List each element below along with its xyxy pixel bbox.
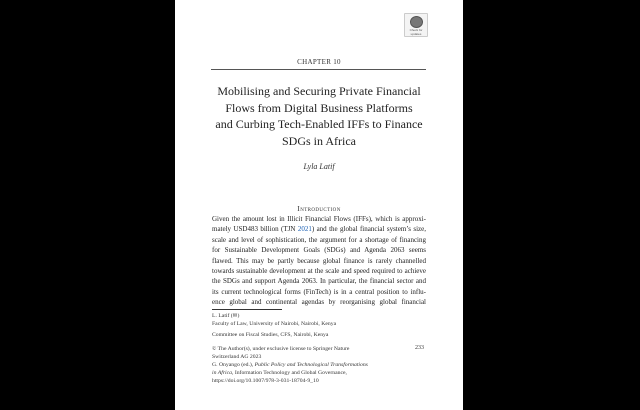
section-heading: Introduction <box>297 204 341 213</box>
author-name: Lyla Latif <box>303 162 335 171</box>
body-line: scale and level of sophistication, the argument for a shortage of financing <box>212 235 426 244</box>
title-line: Flows from Digital Business Platforms <box>225 100 413 115</box>
body-line: mately USD483 billion (TJN 2021) and the global financial system’s size, <box>212 225 426 234</box>
body-line: ence global and continental agendas by reorganising global financial <box>212 298 426 307</box>
body-line: towards sustainable development at the scale and speed required to achieve <box>212 267 426 276</box>
badge-label-1: Check for <box>409 28 423 32</box>
chapter-divider <box>211 69 426 70</box>
footnote-affiliation-2: Committee on Fiscal Studies, CFS, Nairobi, Kenya <box>212 332 329 338</box>
chapter-label: CHAPTER 10 <box>297 58 341 66</box>
citation-link[interactable]: 2021 <box>297 225 312 234</box>
footnote-affiliation-1: Faculty of Law, University of Nairobi, Nairobi, Kenya <box>212 321 337 327</box>
check-for-updates-badge[interactable] <box>404 13 428 37</box>
document-page <box>175 0 463 410</box>
footnote-author: L. Latif (✉) <box>212 313 240 319</box>
body-line: flawed. This may be partly because global finance is rarely channelled <box>212 256 426 265</box>
title-line: SDGs in Africa <box>282 133 356 148</box>
badge-label-2: updates <box>410 32 422 36</box>
title-line: and Curbing Tech-Enabled IFFs to Finance <box>215 117 423 131</box>
body-line: for Sustainable Development Goals (SDGs) and Agenda 2063 seems <box>212 246 426 255</box>
body-line: its current technological forms (FinTech) is in a central position to influ- <box>212 287 426 296</box>
doi-link[interactable]: https://doi.org/10.1007/978-3-031-18704-9_10 <box>212 378 319 384</box>
book-citation-line-1: G. Onyango (ed.), Public Policy and Technological Transformations <box>212 362 368 368</box>
chapter-title <box>195 83 443 149</box>
copyright-line-1: © The Author(s), under exclusive license to Springer Nature <box>212 346 350 352</box>
crossmark-icon <box>410 16 423 28</box>
page-number: 233 <box>415 345 424 351</box>
title-line: Mobilising and Securing Private Financial <box>217 84 421 98</box>
body-line: the SDGs and support Agenda 2063. In particular, the financial sector and <box>212 277 426 286</box>
footnote-divider <box>212 309 282 310</box>
body-line: Given the amount lost in Illicit Financial Flows (IFFs), which is approxi- <box>212 215 426 223</box>
body-text <box>212 214 426 308</box>
book-citation-line-2: in Africa, Information Technology and Global Governance, <box>212 370 347 376</box>
copyright-line-2: Switzerland AG 2023 <box>212 354 262 360</box>
